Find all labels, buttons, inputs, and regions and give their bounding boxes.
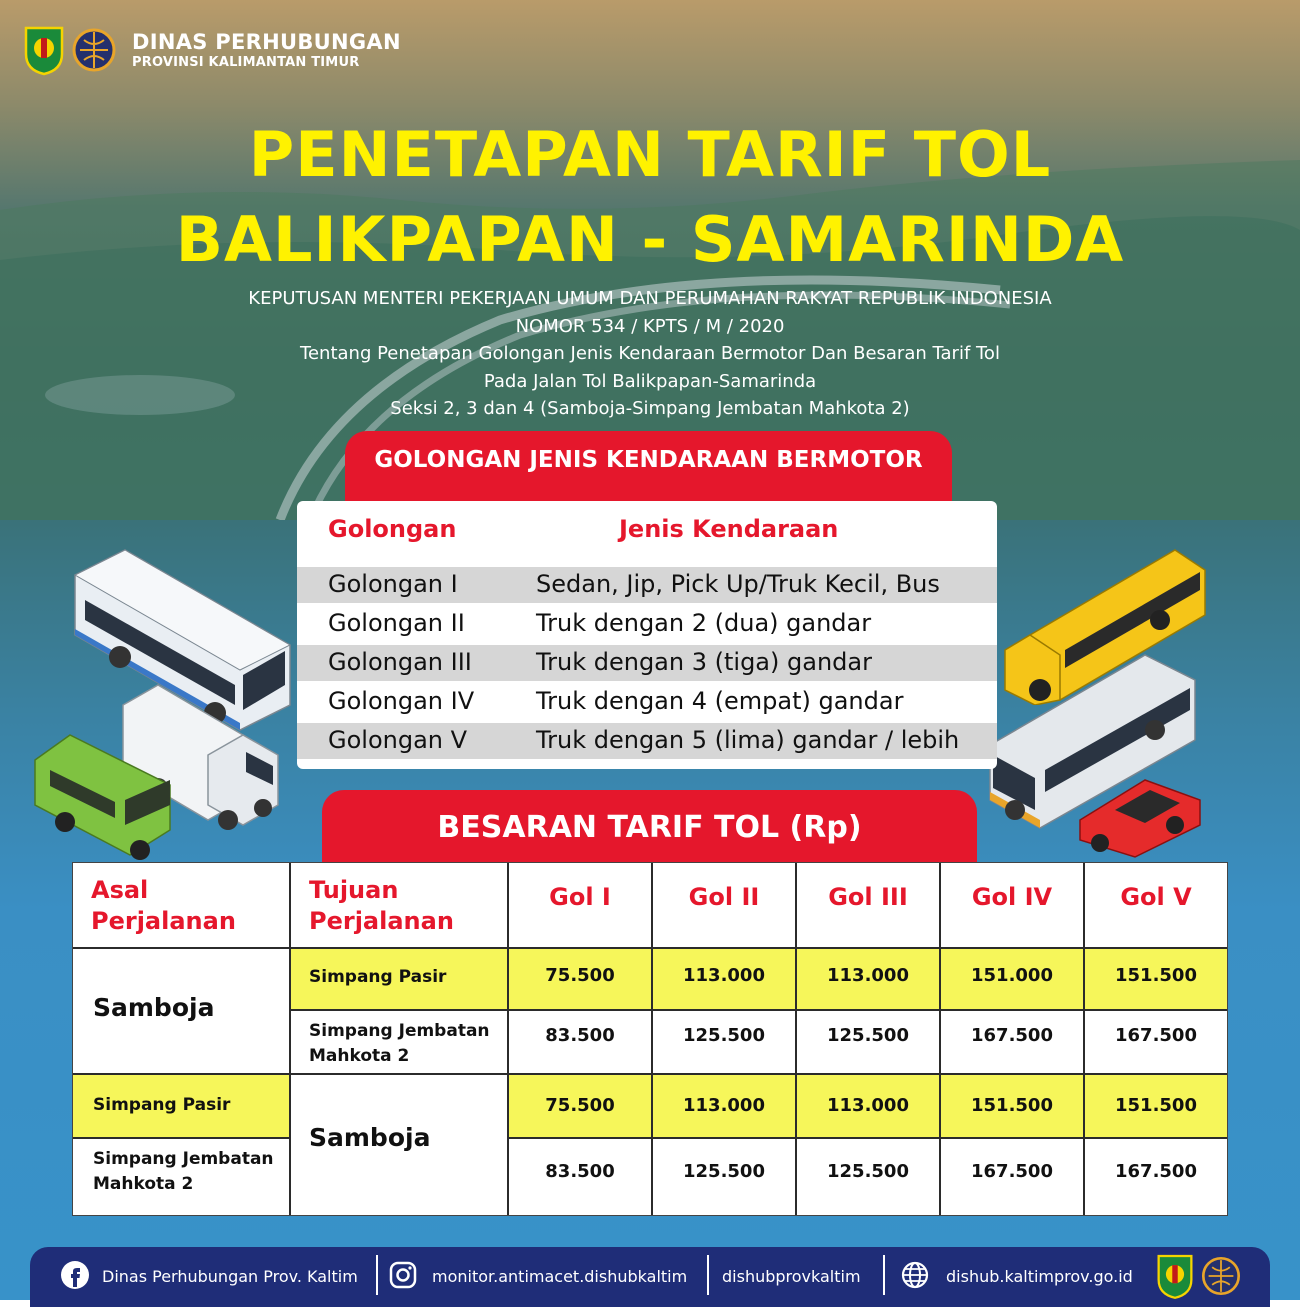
gol3-header: Gol III [797, 863, 941, 949]
gol1-header: Gol I [509, 863, 653, 949]
decree-line: Seksi 2, 3 dan 4 (Samboja-Simpang Jembatan Mahkota 2) [390, 398, 910, 419]
dishub-logo-footer-icon [1200, 1253, 1242, 1299]
main-title-line2: BALIKPAPAN - SAMARINDA [175, 203, 1125, 276]
tujuan-cell [291, 1011, 509, 1075]
golongan-col-header: Golongan [328, 515, 457, 543]
jenis-cell: Truk dengan 3 (tiga) gandar [536, 648, 872, 676]
asal-cell: Samboja [73, 949, 291, 1075]
fare-cell: 113.000 [653, 1075, 797, 1139]
footer-divider [883, 1255, 885, 1295]
golongan-cell: Golongan II [328, 609, 465, 637]
footer-divider [707, 1255, 709, 1295]
tarif-tab-title: BESARAN TARIF TOL (Rp) [322, 790, 977, 870]
tujuan-cell-label: Simpang Jembatan Mahkota 2 [309, 1021, 490, 1066]
decree-line: KEPUTUSAN MENTERI PEKERJAAN UMUM DAN PERUMAHAN RAKYAT REPUBLIK INDONESIA [248, 288, 1052, 309]
golongan-table [297, 501, 997, 769]
fare-cell: 167.500 [1115, 1161, 1197, 1182]
gol4-header: Gol IV [941, 863, 1085, 949]
fare-cell: 113.000 [797, 1075, 941, 1139]
social-handle[interactable]: dishubprovkaltim [722, 1267, 861, 1286]
table-row [297, 606, 997, 642]
fare-cell: 75.500 [509, 949, 653, 1011]
tujuan-cell: Simpang Pasir [291, 949, 509, 1011]
kaltim-emblem-footer-icon [1155, 1251, 1195, 1301]
asal-cell-label: Simpang Jembatan Mahkota 2 [93, 1149, 274, 1194]
golongan-cell: Golongan III [328, 648, 472, 676]
tujuan-cell: Samboja [291, 1075, 509, 1215]
tujuan-header-label: Tujuan Perjalanan [309, 876, 454, 935]
facebook-icon[interactable] [60, 1260, 90, 1290]
golongan-cell: Golongan I [328, 570, 458, 598]
fare-cell: 167.500 [1085, 1011, 1227, 1075]
footer-divider [376, 1255, 378, 1295]
decree-line: Pada Jalan Tol Balikpapan-Samarinda [483, 370, 817, 392]
main-title-line1: PENETAPAN TARIF TOL [248, 118, 1052, 191]
fare-cell: 125.500 [797, 1011, 941, 1075]
header-logo [22, 24, 401, 76]
golongan-tab-title: GOLONGAN JENIS KENDARAAN BERMOTOR [345, 431, 952, 503]
green-van-illustration [30, 730, 180, 860]
table-row [297, 723, 997, 759]
globe-icon[interactable] [900, 1260, 930, 1290]
decree-line: Tentang Penetapan Golongan Jenis Kendaraan Bermotor Dan Besaran Tarif Tol [300, 343, 1000, 364]
table-row [297, 684, 997, 720]
fare-cell: 83.500 [509, 1011, 653, 1075]
decree-line: NOMOR 534 / KPTS / M / 2020 [515, 315, 785, 337]
jenis-cell: Truk dengan 2 (dua) gandar [536, 609, 872, 637]
fare-cell: 125.500 [653, 1139, 797, 1215]
jenis-col-header: Jenis Kendaraan [619, 515, 839, 543]
jenis-cell: Truk dengan 5 (lima) gandar / lebih [536, 726, 960, 754]
fare-cell: 75.500 [509, 1075, 653, 1139]
fare-cell: 151.500 [1085, 1075, 1227, 1139]
golongan-cell: Golongan V [328, 726, 468, 754]
table-row [297, 645, 997, 681]
fare-cell: 151.500 [1085, 949, 1227, 1011]
decree-text [0, 285, 1300, 423]
gol5-header: Gol V [1085, 863, 1227, 949]
asal-cell [73, 1139, 291, 1215]
gol2-header: Gol II [653, 863, 797, 949]
instagram-link[interactable]: monitor.antimacet.dishubkaltim [432, 1267, 688, 1286]
fare-cell: 167.500 [941, 1011, 1085, 1075]
kaltim-emblem-icon [22, 24, 66, 76]
fare-cell: 113.000 [797, 949, 941, 1011]
website-link[interactable]: dishub.kaltimprov.go.id [946, 1267, 1133, 1286]
dishub-logo-icon [72, 24, 116, 76]
fare-cell: 167.500 [941, 1139, 1085, 1215]
org-name: DINAS PERHUBUNGAN [132, 30, 401, 54]
facebook-link[interactable]: Dinas Perhubungan Prov. Kaltim [102, 1267, 358, 1286]
fare-cell: 125.500 [797, 1139, 941, 1215]
tarif-table [72, 862, 1228, 1216]
fare-cell: 151.000 [941, 949, 1085, 1011]
fare-cell: 83.500 [509, 1139, 653, 1215]
footer-bar [30, 1247, 1270, 1307]
asal-header-label: Asal Perjalanan [91, 876, 236, 935]
jenis-cell: Sedan, Jip, Pick Up/Truk Kecil, Bus [536, 570, 940, 598]
fare-cell: 151.500 [941, 1075, 1085, 1139]
asal-header [73, 863, 291, 949]
table-row [297, 567, 997, 603]
fare-cell: 113.000 [653, 949, 797, 1011]
golongan-cell: Golongan IV [328, 687, 475, 715]
asal-cell: Simpang Pasir [73, 1075, 291, 1139]
tujuan-header [291, 863, 509, 949]
org-subtitle: PROVINSI KALIMANTAN TIMUR [132, 55, 360, 70]
fare-cell: 125.500 [653, 1011, 797, 1075]
instagram-icon[interactable] [388, 1260, 418, 1290]
red-sedan-illustration [1075, 765, 1205, 860]
jenis-cell: Truk dengan 4 (empat) gandar [536, 687, 904, 715]
